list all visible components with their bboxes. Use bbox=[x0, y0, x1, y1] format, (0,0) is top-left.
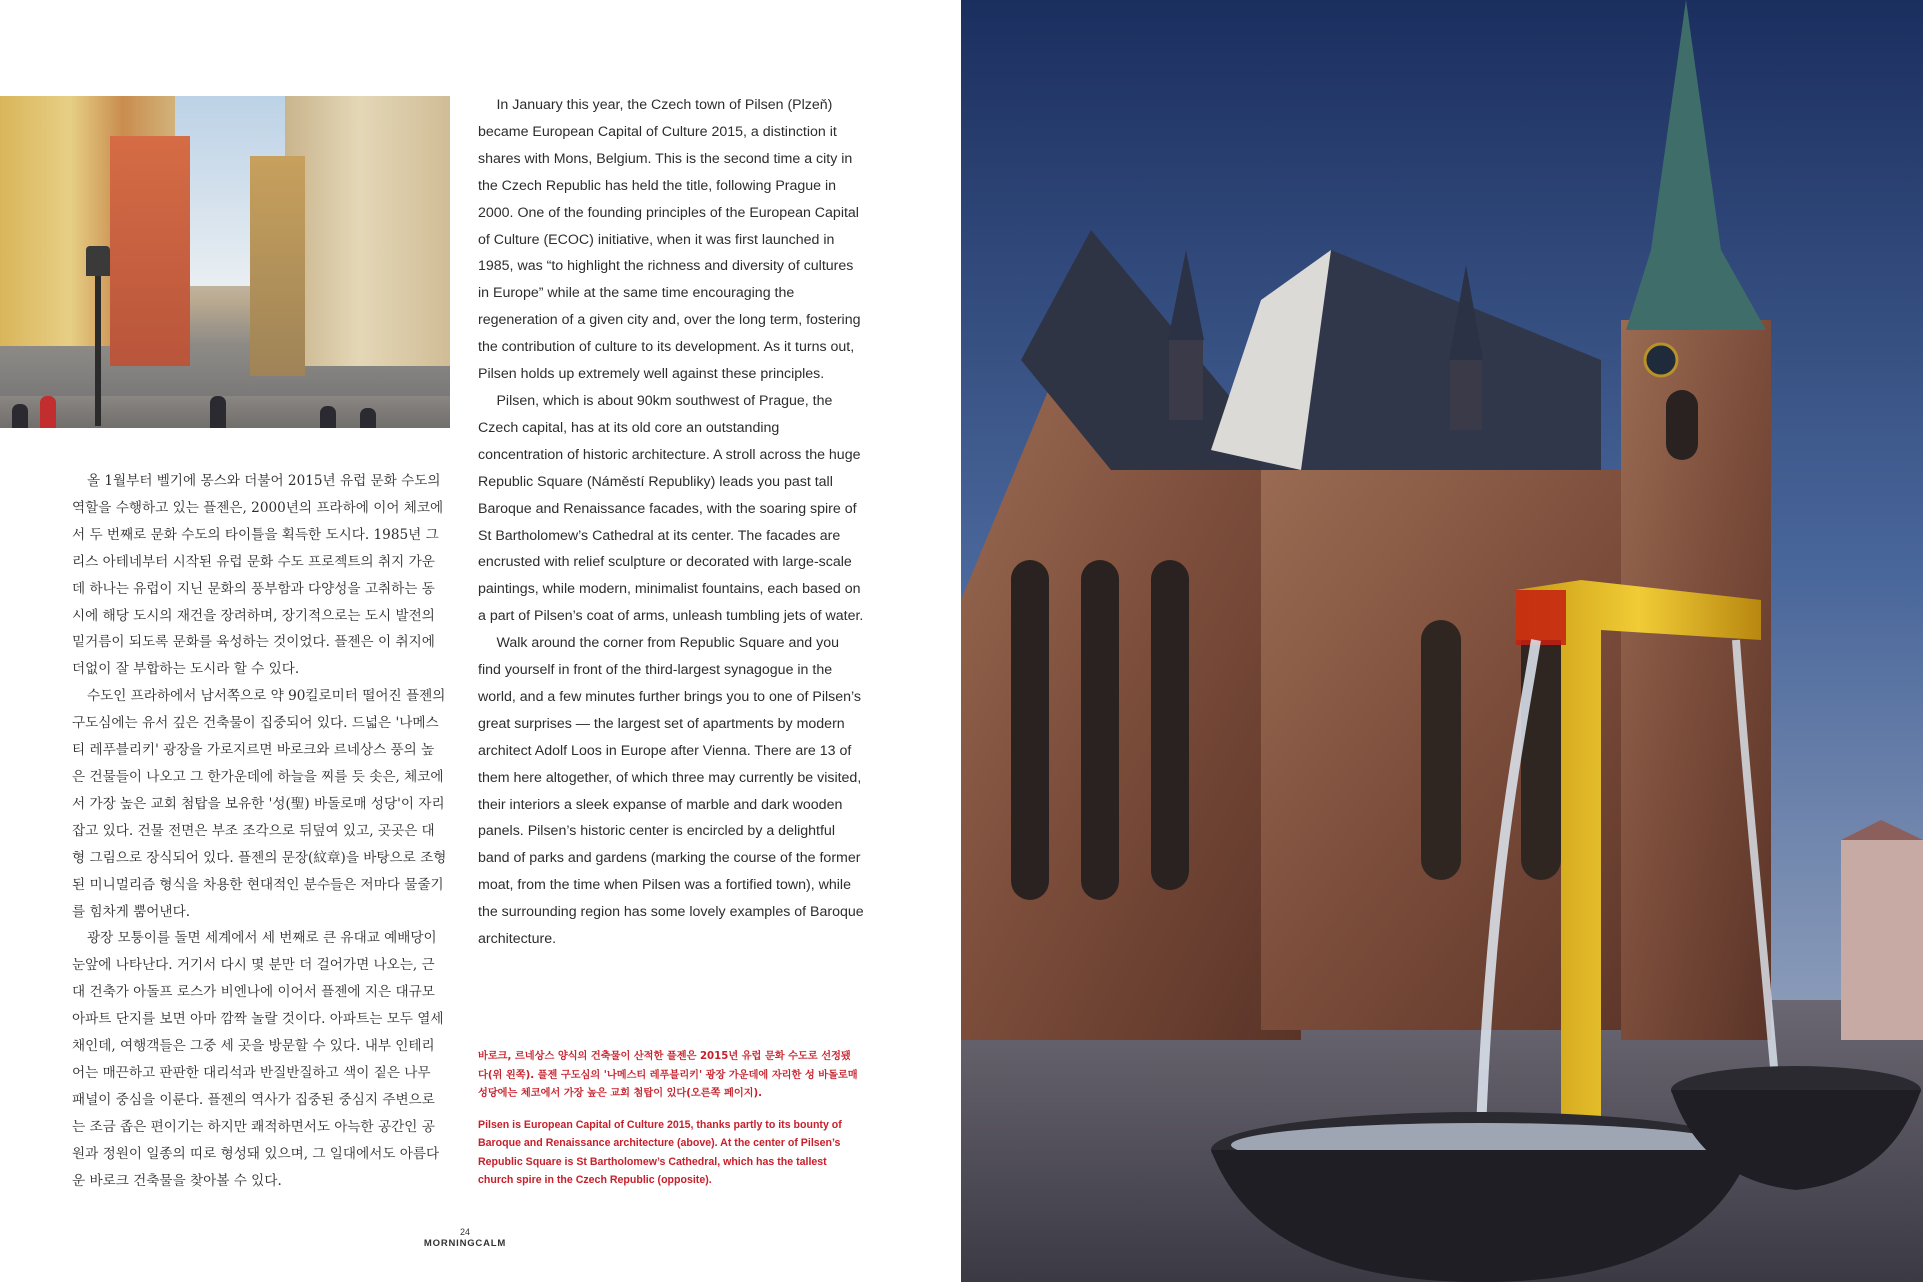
cathedral-photo bbox=[961, 0, 1923, 1282]
street-scene-photo bbox=[0, 96, 450, 428]
photo-caption-english: Pilsen is European Capital of Culture 2015, thanks partly to its bounty of Baroque and Renaissance architecture (above). At the center of Pilsen’s Republic Square is St Bartholomew’s Cathedral, which has the tallest church spire in the Czech Republic (opposite). bbox=[478, 1119, 842, 1186]
page-number: 24 bbox=[459, 1227, 470, 1237]
cathedral-window bbox=[1011, 560, 1049, 900]
street-photo-pedestrian bbox=[40, 396, 56, 428]
korean-article-body bbox=[72, 468, 447, 1194]
magazine-name: MORNINGCALM bbox=[423, 1238, 507, 1249]
cathedral-window bbox=[1421, 620, 1461, 880]
left-page bbox=[0, 0, 961, 1282]
street-photo-lamp-head bbox=[86, 246, 110, 276]
small-spire-base bbox=[1450, 360, 1482, 430]
tower-window bbox=[1666, 390, 1698, 460]
street-photo-building-right bbox=[285, 96, 450, 366]
korean-paragraph: 광장 모퉁이를 돌면 세계에서 세 번째로 큰 유대교 예배당이 눈앞에 나타난다. 거기서 다시 몇 분만 더 걸어가면 나오는, 근대 건축가 아돌프 로스가 비엔나에 이어서 플젠에 지은 대규모 아파트 단지를 보면 아마 깜짝 놀랄 것이다. 아파트는 모두 열세 채인데, 여행객들은 그중 세 곳을 방문할 수 있다. 내부 인테리어는 매끈하고 판판한 대리석과 반질반질하고 색이 짙은 나무 패널이 중심을 이룬다. 플젠의 역사가 집중된 중심지 주변으로는 조금 좁은 편이기는 하지만 쾌적하면서도 아늑한 공간인 공원과 정원이 일종의 띠로 형성돼 있으며, 그 일대에서도 아름다운 바로크 건축물을 찾아볼 수 있다. bbox=[72, 930, 444, 1189]
english-paragraph: Pilsen, which is about 90km southwest of Prague, the Czech capital, has at its old core an outstanding concentration of historic architecture. A stroll across the huge Republic Square (Náměstí Republiky) leads you past tall Baroque and Renaissance facades, with the soaring spire of St Bartholomew’s Cathedral at its center. The facades are encrusted with relief sculpture or decorated with large-scale paintings, while modern, minimalist fountains, each based on a part of Pilsen’s coat of arms, unleash tumbling jets of water. bbox=[478, 392, 864, 625]
street-photo-pedestrian bbox=[320, 406, 336, 428]
english-article-body bbox=[478, 92, 864, 953]
cathedral-window bbox=[1151, 560, 1189, 890]
photo-caption-korean: 바로크, 르네상스 양식의 건축물이 산적한 플젠은 2015년 유럽 문화 수도로 선정됐다(위 왼쪽). 플젠 구도심의 '나메스티 레푸블리키' 광장 가운데에 자리한 성 바돌로매 성당에는 체코에서 가장 높은 교회 첨탑이 있다(오른쪽 페이지). bbox=[478, 1051, 858, 1099]
background-building bbox=[1841, 840, 1923, 1040]
korean-paragraph: 수도인 프라하에서 남서쪽으로 약 90킬로미터 떨어진 플젠의 구도심에는 유서 깊은 건축물이 집중되어 있다. 드넓은 '나메스티 레푸블리키' 광장을 가로지르면 바로크와 르네상스 풍의 높은 건물들이 나오고 그 한가운데에 하늘을 찌를 듯 솟은, 체코에서 가장 높은 교회 첨탑을 보유한 '성(聖) 바돌로매 성당'이 자리 잡고 있다. 건물 전면은 부조 조각으로 뒤덮여 있고, 곳곳은 대형 그림으로 장식되어 있다. 플젠의 문장(紋章)을 바탕으로 조형된 미니멀리즘 형식을 차용한 현대적인 분수들은 저마다 물줄기를 힘차게 뿜어낸다. bbox=[72, 688, 447, 920]
street-photo-pedestrian bbox=[360, 408, 376, 428]
street-photo-pedestrian bbox=[12, 404, 28, 428]
korean-paragraph: 올 1월부터 벨기에 몽스와 더불어 2015년 유럽 문화 수도의 역할을 수행하고 있는 플젠은, 2000년의 프라하에 이어 체코에서 두 번째로 문화 수도의 타이틀을 획득한 도시다. 1985년 그리스 아테네부터 시작된 유럽 문화 수도 프로젝트의 취지 가운데 하나는 유럽이 지닌 문화의 풍부함과 다양성을 고취하는 동시에 해당 도시의 재건을 장려하며, 장기적으로는 도시 발전의 밑거름이 되도록 문화를 육성하는 것이었다. 플젠은 이 취지에 더없이 잘 부합하는 도시라 할 수 있다. bbox=[72, 473, 444, 678]
small-spire-base bbox=[1169, 340, 1203, 420]
english-paragraph: Walk around the corner from Republic Square and you find yourself in front of the third-largest synagogue in the world, and a few minutes further brings you to one of Pilsen’s great surprises — the largest set of apartments by modern architect Adolf Loos in Europe after Vienna. There are 13 of them here altogether, of which three may currently be visited, their interiors a sleek expanse of marble and dark wooden panels. Pilsen’s historic center is encircled by a delightful band of parks and gardens (marking the course of the former moat, from the time when Pilsen was a fortified town), while the surrounding region has some lovely examples of Baroque architecture. bbox=[478, 635, 864, 948]
english-paragraph: In January this year, the Czech town of Pilsen (Plzeň) became European Capital of Culture 2015, a distinction it shares with Mons, Belgium. This is the second time a city in the Czech Republic has held the title, following Prague in 2000. One of the founding principles of the European Capital of Culture (ECOC) initiative, when it was first launched in 1985, was “to highlight the richness and diversity of cultures in Europe” while at the same time encouraging the regeneration of a given city and, over the long term, fostering the contribution of culture to its development. As it turns out, Pilsen holds up extremely well against these principles. bbox=[478, 97, 861, 383]
street-photo-pedestrian bbox=[210, 396, 226, 428]
cathedral-illustration bbox=[961, 0, 1923, 1282]
page-folio bbox=[415, 1227, 515, 1250]
street-photo-building-left-red bbox=[110, 136, 190, 366]
cathedral-nave-wall bbox=[1261, 470, 1681, 1030]
street-photo-building-right-distant bbox=[250, 156, 305, 376]
cathedral-window bbox=[1081, 560, 1119, 900]
fountain-spout bbox=[1516, 590, 1566, 645]
tower-clock bbox=[1645, 344, 1677, 376]
